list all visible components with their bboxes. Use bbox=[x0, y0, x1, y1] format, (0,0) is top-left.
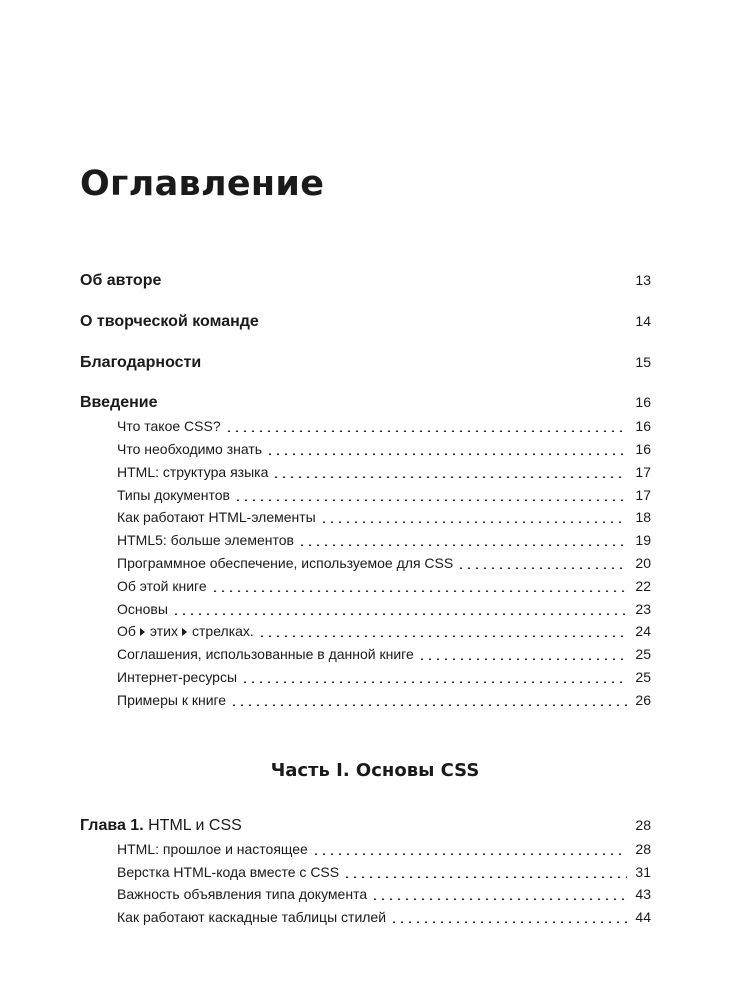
toc-page-number: 16 bbox=[635, 441, 651, 457]
toc-entry-introduction[interactable] bbox=[80, 394, 651, 412]
toc-subentry[interactable] bbox=[117, 532, 651, 548]
toc-page-number: 25 bbox=[635, 669, 651, 685]
toc-page-number: 15 bbox=[635, 354, 651, 370]
toc-page-number: 28 bbox=[635, 841, 651, 857]
page-title: Оглавление bbox=[80, 164, 325, 204]
toc-subentry[interactable] bbox=[117, 841, 651, 857]
toc-page-number: 19 bbox=[635, 532, 651, 548]
toc-page-number: 26 bbox=[635, 692, 651, 708]
dot-leader bbox=[230, 692, 627, 706]
toc-page-number: 20 bbox=[635, 555, 651, 571]
dot-leader bbox=[418, 646, 627, 660]
toc-entry-label: Об этой книге bbox=[117, 578, 207, 594]
toc-entry-label: Интернет-ресурсы bbox=[117, 669, 238, 685]
toc-entry-label: Благодарности bbox=[80, 354, 202, 371]
dot-leader bbox=[298, 532, 627, 546]
dot-leader bbox=[263, 313, 627, 327]
toc-subentry[interactable] bbox=[117, 441, 651, 457]
toc-entry-label bbox=[80, 817, 242, 835]
toc-entry-label: Основы bbox=[117, 601, 168, 617]
chapter-name: HTML и CSS bbox=[148, 817, 242, 834]
dot-leader bbox=[258, 623, 627, 637]
toc-entry-label: Как работают каскадные таблицы стилей bbox=[117, 909, 387, 925]
toc-subentry[interactable] bbox=[117, 578, 651, 594]
dot-leader bbox=[390, 909, 627, 923]
toc-subentry[interactable] bbox=[117, 555, 651, 571]
toc-subentry[interactable] bbox=[117, 886, 651, 902]
toc-entry-chapter-1[interactable] bbox=[80, 817, 651, 835]
label-part: стрелках. bbox=[192, 623, 254, 639]
toc-entry-about-author[interactable] bbox=[80, 272, 651, 290]
dot-leader bbox=[312, 841, 627, 855]
dot-leader bbox=[225, 418, 627, 432]
label-part: этих bbox=[149, 623, 178, 639]
dot-leader bbox=[162, 394, 627, 408]
toc-entry-label: HTML5: больше элементов bbox=[117, 532, 294, 548]
dot-leader bbox=[272, 464, 627, 478]
toc-subentry[interactable] bbox=[117, 418, 651, 434]
toc-subentry[interactable] bbox=[117, 509, 651, 525]
part-title: Часть I. Основы CSS bbox=[270, 760, 480, 781]
toc-subentry[interactable] bbox=[117, 692, 651, 708]
toc-entry-label: Введение bbox=[80, 394, 158, 411]
dot-leader bbox=[371, 886, 627, 900]
toc-subentry[interactable] bbox=[117, 623, 651, 639]
toc-subentry[interactable] bbox=[117, 646, 651, 662]
toc-entry-label: Что необходимо знать bbox=[117, 441, 263, 457]
toc-page-number: 17 bbox=[635, 464, 651, 480]
dot-leader bbox=[246, 817, 627, 831]
toc-subentry[interactable] bbox=[117, 601, 651, 617]
dot-leader bbox=[165, 272, 627, 286]
toc-page-number: 16 bbox=[635, 418, 651, 434]
toc-page-number: 14 bbox=[635, 313, 651, 329]
dot-leader bbox=[241, 669, 627, 683]
dot-leader bbox=[234, 487, 627, 501]
dot-leader bbox=[343, 864, 627, 878]
toc-page-number: 17 bbox=[635, 487, 651, 503]
chapter-prefix: Глава 1. bbox=[80, 817, 144, 834]
dot-leader bbox=[205, 354, 627, 368]
toc-page-number: 22 bbox=[635, 578, 651, 594]
dot-leader bbox=[172, 601, 627, 615]
arrow-right-icon bbox=[182, 628, 187, 636]
label-part: Об bbox=[117, 623, 136, 639]
toc-entry-label: Что такое CSS? bbox=[117, 418, 221, 434]
dot-leader bbox=[320, 509, 627, 523]
toc-subentry[interactable] bbox=[117, 464, 651, 480]
toc-entry-label: Типы документов bbox=[117, 487, 230, 503]
toc-page-number: 25 bbox=[635, 646, 651, 662]
toc-page-number: 43 bbox=[635, 886, 651, 902]
toc-page-number: 18 bbox=[635, 509, 651, 525]
dot-leader bbox=[211, 578, 627, 592]
toc-page-number: 13 bbox=[635, 272, 651, 288]
toc-page-number: 44 bbox=[635, 909, 651, 925]
toc-entry-label: Об авторе bbox=[80, 272, 162, 289]
arrow-right-icon bbox=[140, 628, 145, 636]
toc-subentry[interactable] bbox=[117, 864, 651, 880]
toc-subentry[interactable] bbox=[117, 487, 651, 503]
toc-entry-creative-team[interactable] bbox=[80, 313, 651, 331]
toc-page-number: 24 bbox=[635, 623, 651, 639]
toc-subentry[interactable] bbox=[117, 669, 651, 685]
toc-entry-label: HTML: структура языка bbox=[117, 464, 269, 480]
toc-page-number: 31 bbox=[635, 864, 651, 880]
toc-entry-label: Соглашения, использованные в данной книге bbox=[117, 646, 414, 662]
dot-leader bbox=[457, 555, 627, 569]
toc-entry-label: О творческой команде bbox=[80, 313, 259, 330]
toc-subentry[interactable] bbox=[117, 909, 651, 925]
toc-entry-label: Верстка HTML-кода вместе с CSS bbox=[117, 864, 340, 880]
toc-entry-label bbox=[117, 623, 254, 639]
toc-entry-label: Важность объявления типа документа bbox=[117, 886, 368, 902]
toc-entry-label: Примеры к книге bbox=[117, 692, 227, 708]
toc-entry-acknowledgements[interactable] bbox=[80, 354, 651, 372]
toc-entry-label: HTML: прошлое и настоящее bbox=[117, 841, 308, 857]
toc-entry-label: Программное обеспечение, используемое для CSS bbox=[117, 555, 454, 571]
toc-page-number: 28 bbox=[635, 817, 651, 833]
toc-entry-label: Как работают HTML-элементы bbox=[117, 509, 316, 525]
toc-page-number: 16 bbox=[635, 394, 651, 410]
dot-leader bbox=[266, 441, 627, 455]
toc-page-number: 23 bbox=[635, 601, 651, 617]
